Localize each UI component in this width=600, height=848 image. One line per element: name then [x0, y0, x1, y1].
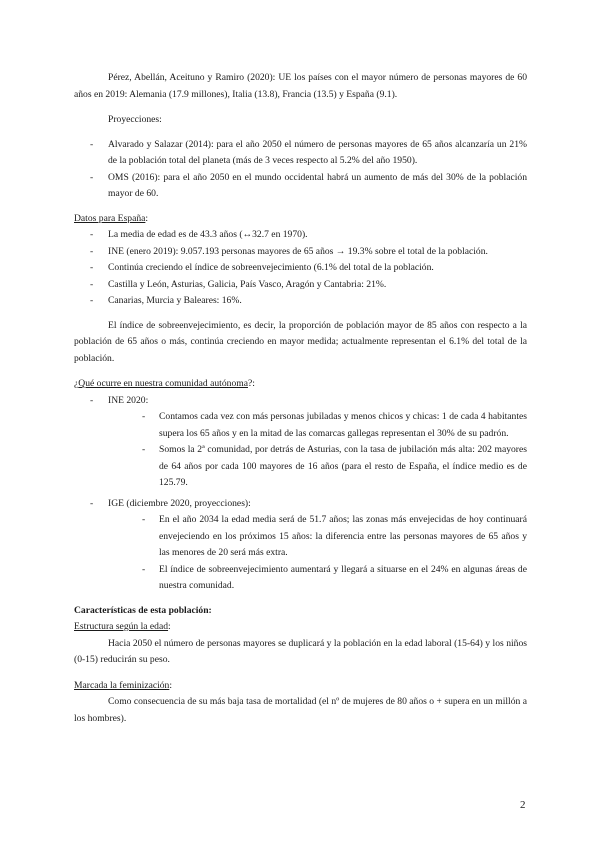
question-close-mark: ?:	[247, 378, 255, 389]
list-item: - Canarias, Murcia y Baleares: 16%.	[74, 293, 527, 310]
ine-sublist	[142, 409, 527, 492]
list-item: - Contamos cada vez con más personas jubiladas y menos chicos y chicas: 1 de cada 4 habitantes supera los 65 años y en la mitad de las comarcas gallegas representan el 30% de su padrón.	[142, 409, 527, 442]
projections-list	[74, 137, 527, 203]
list-item: - Continúa creciendo el índice de sobreenvejecimiento (6.1% del total de la población.	[74, 260, 527, 277]
question-open-mark: ¿	[74, 378, 79, 389]
age-structure-heading-colon: :	[168, 621, 171, 632]
list-item-ine	[74, 393, 527, 492]
list-item-ige	[74, 496, 527, 595]
age-structure-text: Hacia 2050 el número de personas mayores se duplicará y la población en la edad laboral (15-64) y los niños (0-15) reducirán su peso.	[74, 637, 527, 665]
feminization-heading	[74, 678, 527, 695]
list-item: - En el año 2034 la edad media será de 51.7 años; las zonas más envejecidas de hoy continuará envejeciendo en los próximos 15 años: la diferencia entre las personas mayores de 65 años y las menores de 20 será más extra.	[142, 512, 527, 562]
ige-sublist	[142, 512, 527, 595]
spain-data-list	[74, 227, 527, 310]
page-content	[74, 70, 527, 736]
list-item: - Alvarado y Salazar (2014): para el año 2050 el número de personas mayores de 65 años alcanzaría un 21% de la población total del planeta (más de 3 veces respecto al 5.2% del año 1950).	[74, 137, 527, 170]
spain-data-heading	[74, 211, 527, 228]
paragraph-eu-population: Pérez, Abellán, Aceituno y Ramiro (2020): UE los países con el mayor número de personas mayores de 60 años en 2019: Alemania (17.9 millones), Italia (13.8), Francia (13.5) y España (9.1).	[74, 72, 527, 100]
list-item: - OMS (2016): para el año 2050 en el mundo occidental habrá un aumento de más del 30% de la población mayor de 60.	[74, 170, 527, 203]
list-item: - Castilla y León, Asturias, Galicia, País Vasco, Aragón y Cantabria: 21%.	[74, 277, 527, 294]
community-sources-list	[74, 393, 527, 595]
list-item: - El índice de sobreenvejecimiento aumentará y llegará a situarse en el 24% en algunas áreas de nuestra comunidad.	[142, 562, 527, 595]
paragraph-overaging-index: El índice de sobreenvejecimiento, es decir, la proporción de población mayor de 85 años con respecto a la población de 65 años o más, continúa creciendo en mayor medida; actualmente representan el 6.1% del total de la población.	[74, 319, 527, 364]
list-item: - La media de edad es de 43.3 años (↔32.7 en 1970).	[74, 227, 527, 244]
spain-data-heading-text: Datos para España	[74, 212, 146, 224]
feminization-heading-text: Marcada la feminización	[74, 679, 170, 691]
page-number: 2	[520, 799, 526, 811]
ige-label: IGE (diciembre 2020, proyecciones):	[108, 497, 251, 509]
feminization-heading-colon: :	[169, 679, 173, 691]
spain-data-heading-colon: :	[145, 212, 149, 224]
list-item: - Somos la 2ª comunidad, por detrás de Asturias, con la tasa de jubilación más alta: 202 mayores de 64 años por cada 100 mayores de 16 años (para el resto de España, el índice medio es de 125.79.	[142, 442, 527, 492]
question-heading-text: Qué ocurre en nuestra comunidad autónoma	[78, 378, 248, 389]
projections-label: Proyecciones:	[108, 114, 162, 125]
feminization-text: Como consecuencia de su más baja tasa de mortalidad (el nº de mujeres de 80 años o + supera en un millón a los hombres).	[74, 696, 527, 724]
age-structure-heading	[74, 619, 527, 636]
characteristics-heading: Características de esta población:	[74, 604, 212, 616]
community-question-heading	[74, 376, 527, 393]
ine-label: INE 2020:	[108, 394, 149, 406]
age-structure-heading-text: Estructura según la edad	[74, 621, 169, 632]
list-item: - INE (enero 2019): 9.057.193 personas mayores de 65 años → 19.3% sobre el total de la población.	[74, 244, 527, 261]
